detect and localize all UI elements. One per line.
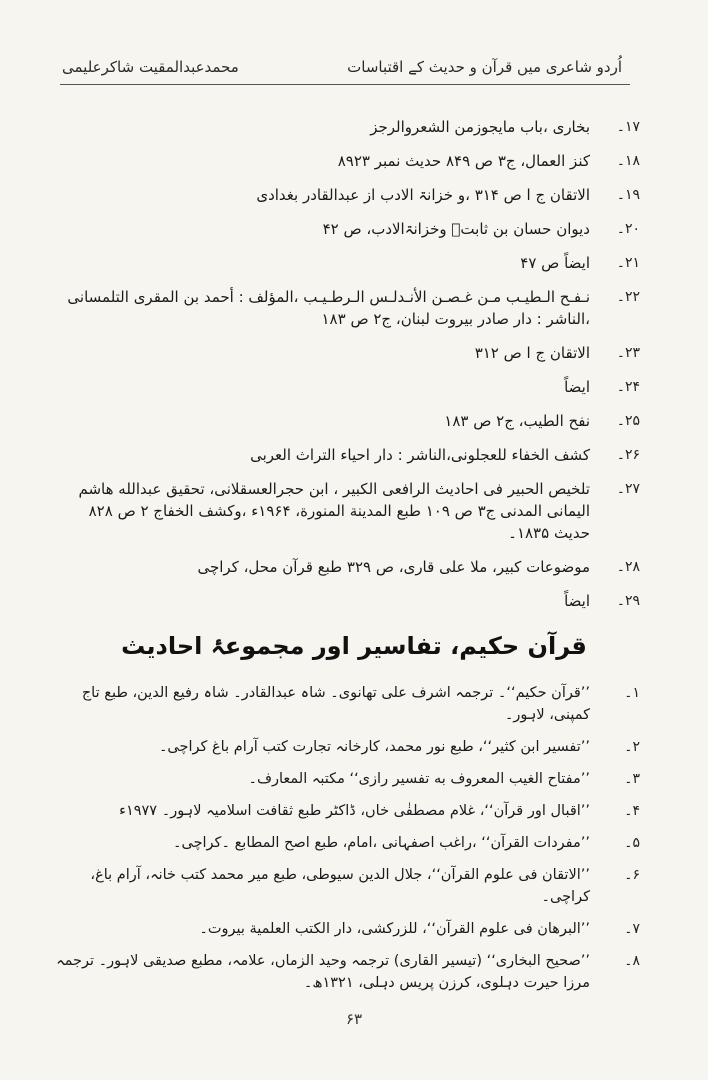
footnote-number: ۲۵۔ [616,413,640,429]
footnote-item [48,184,640,206]
footnote-number: ۲۳۔ [616,345,640,361]
page-number: ۶۳ [345,1010,363,1028]
footnote-number: ۲۶۔ [616,447,640,463]
footnote-item [48,150,640,172]
reference-number: ۶۔ [624,867,640,883]
footnote-text: نفح الطیب، ج۲ ص ۱۸۳ [444,412,590,430]
footnote-item [48,590,640,612]
reference-item [48,950,640,994]
footnote-text: ایضاً ص ۴۷ [520,254,590,272]
reference-text: ’’قرآن حکیم‘‘۔ ترجمہ اشرف علی تھانوی۔ شاہ عبدالقادر۔ شاہ رفیع الدین، طبع تاج کمپنی، لاہور۔ [81,685,590,723]
reference-number: ۲۔ [624,739,640,755]
footnote-number: ۲۰۔ [616,221,640,237]
reference-text: ’’البرهان فی علوم القرآن‘‘، للزرکشی، دار الکتب العلمیة بیروت۔ [199,921,590,937]
section-heading: قرآن حکیم، تفاسیر اور مجموعۂ احادیث [121,632,587,660]
footnote-number: ۱۷۔ [616,119,640,135]
reference-number: ۵۔ [624,835,640,851]
reference-text: ’’الاتقان فی علوم القرآن‘‘، جلال الدین سیوطی، طبع میر محمد کتب خانہ، آرام باغ، کراچی۔ [90,867,590,905]
footnote-item [48,478,640,544]
footnote-text: دیوان حسان بن ثابتؓ وخزانۃالادب، ص ۴۲ [322,220,590,238]
footnote-item [48,444,640,466]
reference-text: ’’اقبال اور قرآن‘‘، غلام مصطفٰی خاں، ڈاکٹر طبع ثقافت اسلامیہ لاہور۔ ۱۹۷۷ء [119,803,590,819]
footnote-number: ۲۱۔ [616,255,640,271]
footnote-number: ۱۸۔ [616,153,640,169]
footnote-text: تلخيص الحبير فی احاديث الرافعی الكبير ، ابن حجرالعسقلانی، تحقيق عبدالله هاشم اليمانی المدنی ج۳ ص ۱۰۹ طبع المدينة المنورة، ۱۹۶۴ء ،وکشف الخفاج ۲ ص ۸۲۸ حدیث ۱۸۳۵۔ [78,480,590,542]
footnote-number: ۱۹۔ [616,187,640,203]
footnote-text: ایضاً [564,378,590,396]
footnote-number: ۲۹۔ [616,593,640,609]
reference-item [48,832,640,854]
footnote-number: ۲۲۔ [616,289,640,305]
footnote-item [48,252,640,274]
reference-text: ’’تفسیر ابن کثیر‘‘، طبع نور محمد، کارخانہ تجارت کتب آرام باغ کراچی۔ [158,739,590,755]
footnote-text: الاتقان ج ا ص ۳۱۴ ،و خزانۃ الادب از عبدالقادر بغدادی [256,186,590,204]
running-header [62,58,622,76]
bibliography-list [48,682,640,1004]
header-divider [60,84,630,85]
footnote-text: الاتقان ج ا ص ۳۱۲ [474,344,590,362]
reference-item [48,682,640,726]
reference-number: ۴۔ [624,803,640,819]
reference-item [48,864,640,908]
reference-number: ۱۔ [624,685,640,701]
footnote-number: ۲۷۔ [616,481,640,497]
footnote-item [48,286,640,330]
reference-number: ۳۔ [624,771,640,787]
reference-item [48,736,640,758]
footnote-item [48,410,640,432]
footnote-item [48,556,640,578]
reference-text: ’’مفردات القرآن‘‘ ،راغب اصفہانی ،امام، طبع اصح المطابع ۔کراچی۔ [172,835,590,851]
footnote-item [48,342,640,364]
footnote-text: ایضاً [564,592,590,610]
reference-item [48,768,640,790]
reference-text: ’’مفتاح الغيب المعروف به تفسير رازی‘‘ مکتبہ المعارف۔ [248,771,590,787]
footnote-item [48,218,640,240]
reference-text: ’’صحیح البخاری‘‘ (تیسیر القاری) ترجمہ وحید الزماں، علامہ، مطبع صدیقی لاہور۔ ترجمہ مرزا حیرت دہلوی، کرزن پریس دہلی، ۱۳۲۱ھ۔ [56,953,590,991]
footnote-text: کنز العمال، ج۳ ص ۸۴۹ حدیث نمبر ۸۹۲۳ [337,152,590,170]
footnote-text: کشف الخفاء للعجلونی،الناشر : دار احیاء التراث العربی [250,446,590,464]
footnote-number: ۲۴۔ [616,379,640,395]
footnote-text: بخاری ،باب مایجوزمن الشعروالرجز [370,118,590,136]
footnote-text: موضوعات کبیر، ملا علی قاری، ص ۳۲۹ طبع قرآن محل، کراچی [197,558,590,576]
footnote-item [48,376,640,398]
reference-item [48,918,640,940]
footnote-text: نـفـح الـطيـب مـن غـصـن الأنـدلـس الـرطـيـب ،المؤلف : أحمد بن المقرى التلمسانى ،الناشر : دار صادر بيروت لبنان، ج۲ ص ۱۸۳ [67,288,590,328]
reference-item [48,800,640,822]
footnote-item [48,116,640,138]
book-title: اُردو شاعری میں قرآن و حدیث کے اقتباسات [347,58,622,76]
reference-number: ۷۔ [624,921,640,937]
footnotes-list [48,116,640,624]
author-name: محمدعبدالمقیت شاکرعلیمی [62,58,239,76]
footnote-number: ۲۸۔ [616,559,640,575]
reference-number: ۸۔ [624,953,640,969]
